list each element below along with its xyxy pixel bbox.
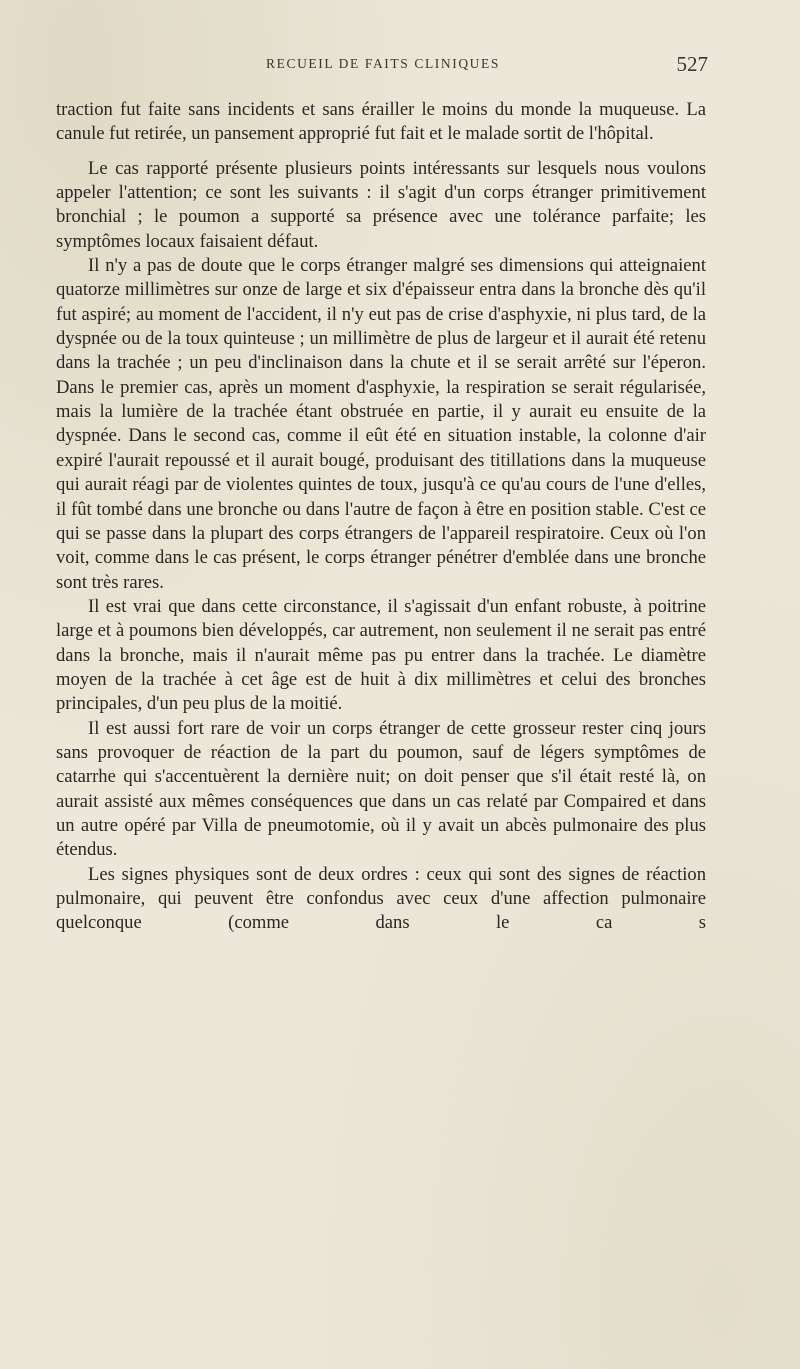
running-head: RECUEIL DE FAITS CLINIQUES bbox=[266, 56, 500, 71]
page-number: 527 bbox=[676, 52, 708, 76]
paragraph-4: Il est vrai que dans cette circonstance, il s'agissait d'un enfant robuste, à poitrine large et à poumons bien développés, car autrement, non seulement il ne serait pas entré dans la bronche, mais il n'aurait même pas pu entrer dans la trachée. Le diamètre moyen de la trachée à cet âge est de huit à dix millimètres et celui des bronches principales, d'un peu plus de la moitié. bbox=[56, 595, 706, 715]
page-header bbox=[58, 52, 708, 82]
paragraph-3: Il n'y a pas de doute que le corps étranger malgré ses dimensions qui atteignaient quatorze millimètres sur onze de large et six d'épaisseur entra dans la bronche dès qu'il fut aspiré; au moment de l'accident, il n'y eut pas de crise d'asphyxie, ni plus tard, de la dyspnée ou de la toux quinteuse ; un millimètre de plus de largeur et il aurait été retenu dans la trachée ; un peu d'inclinaison dans la chute et il se serait arrêté sur l'éperon. Dans le premier cas, après un moment d'asphyxie, la respiration se serait régularisée, mais la lumière de la trachée étant obstruée en partie, il y aurait eu ensuite de la dyspnée. Dans le second cas, comme il eût été en situation instable, la colonne d'air expiré l'aurait repoussé et il aurait bougé, produisant des titillations dans la muqueuse qui aurait réagi par de violentes quintes de toux, jusqu'à ce qu'au cours de l'une d'elles, il fût tombé dans une bronche ou dans l'autre de façon à être en position stable. C'est ce qui se passe dans la plupart des corps étrangers de l'appareil respiratoire. Ceux où l'on voit, comme dans le cas présent, le corps étranger pénétrer d'emblée dans une bronche sont très rares. bbox=[56, 255, 706, 593]
paragraph-2: Le cas rapporté présente plusieurs points intéressants sur lesquels nous voulons appeler l'attention; ce sont les suivants : il s'agit d'un corps étranger primitivement bronchial ; le poumon a supporté sa présence avec une tolérance parfaite; les symptômes locaux faisaient défaut. bbox=[56, 157, 706, 252]
body-text bbox=[56, 98, 706, 936]
paragraph-5: Il est aussi fort rare de voir un corps étranger de cette grosseur rester cinq jours sans provoquer de réaction de la part du poumon, sauf de légers symptômes de catarrhe qui s'accentuèrent la dernière nuit; on doit penser que s'il était resté là, on aurait assisté aux mêmes conséquences que dans un cas relaté par Compaired et dans un autre opéré par Villa de pneumotomie, où il y avait un abcès pulmonaire des plus étendus. bbox=[56, 717, 706, 861]
paragraph-1: traction fut faite sans incidents et sans érailler le moins du monde la muqueuse. La canule fut retirée, un pansement approprié fut fait et le malade sortit de l'hôpital. bbox=[56, 99, 706, 145]
paragraph-6: Les signes physiques sont de deux ordres : ceux qui sont des signes de réaction pulmonaire, qui peuvent être confondus avec ceux d'une affection pulmonaire quelconque (comme dans le ca s bbox=[56, 863, 706, 934]
